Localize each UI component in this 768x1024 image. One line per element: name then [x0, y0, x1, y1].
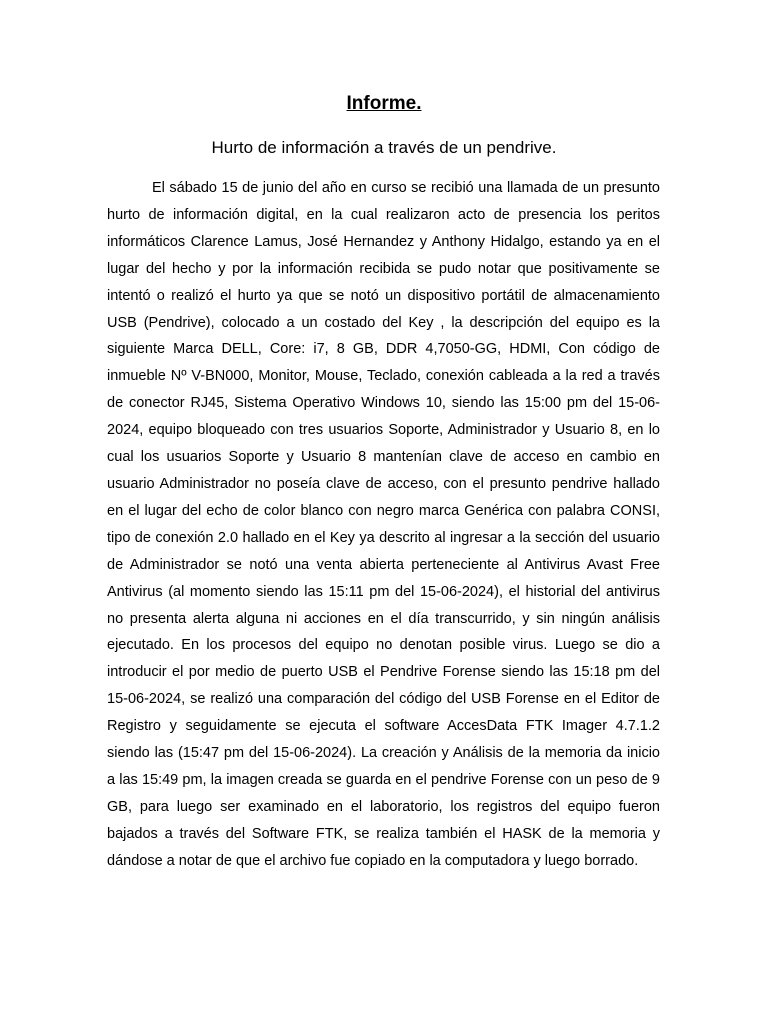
- document-subtitle: Hurto de información a través de un pendrive.: [211, 138, 557, 157]
- document-title: Informe.: [346, 93, 422, 114]
- body-paragraph: El sábado 15 de junio del año en curso se recibió una llamada de un presunto hurto de información digital, en la cual realizaron acto de presencia los peritos informáticos Clarence Lamus, José Hernandez y Anthony Hidalgo, estando ya en el lugar del hecho y por la información recibida se pudo notar que positivamente se intentó o realizó el hurto ya que se notó un dispositivo portátil de almacenamiento USB (Pendrive), colocado a un costado del Key , la descripción del equipo es la siguiente Marca DELL, Core: i7, 8 GB, DDR 4,7050-GG, HDMI, Con código de inmueble Nº V-BN000, Monitor, Mouse, Teclado, conexión cableada a la red a través de conector RJ45, Sistema Operativo Windows 10, siendo las 15:00 pm del 15-06-2024, equipo bloqueado con tres usuarios Soporte, Administrador y Usuario 8, en lo cual los usuarios Soporte y Usuario 8 mantenían clave de acceso en cambio en usuario Administrador no poseía clave de acceso, con el presunto pendrive hallado en el lugar del echo de color blanco con negro marca Genérica con palabra CONSI, tipo de conexión 2.0 hallado en el Key ya descrito al ingresar a la sección del usuario de Administrador se notó una venta abierta perteneciente al Antivirus Avast Free Antivirus (al momento siendo las 15:11 pm del 15-06-2024), el historial del antivirus no presenta alerta alguna ni acciones en el día transcurrido, y sin ningún análisis ejecutado. En los procesos del equipo no denotan posible virus. Luego se dio a introducir el por medio de puerto USB el Pendrive Forense siendo las 15:18 pm del 15-06-2024, se realizó una comparación del código del USB Forense en el Editor de Registro y seguidamente se ejecuta el software AccesData FTK Imager 4.7.1.2 siendo las (15:47 pm del 15-06-2024). La creación y Análisis de la memoria da inicio a las 15:49 pm, la imagen creada se guarda en el pendrive Forense con un peso de 9 GB, para luego ser examinado en el laboratorio, los registros del equipo fueron bajados a través del Software FTK, se realiza también el HASK de la memoria y dándose a notar de que el archivo fue copiado en la computadora y luego borrado.: [107, 180, 660, 869]
